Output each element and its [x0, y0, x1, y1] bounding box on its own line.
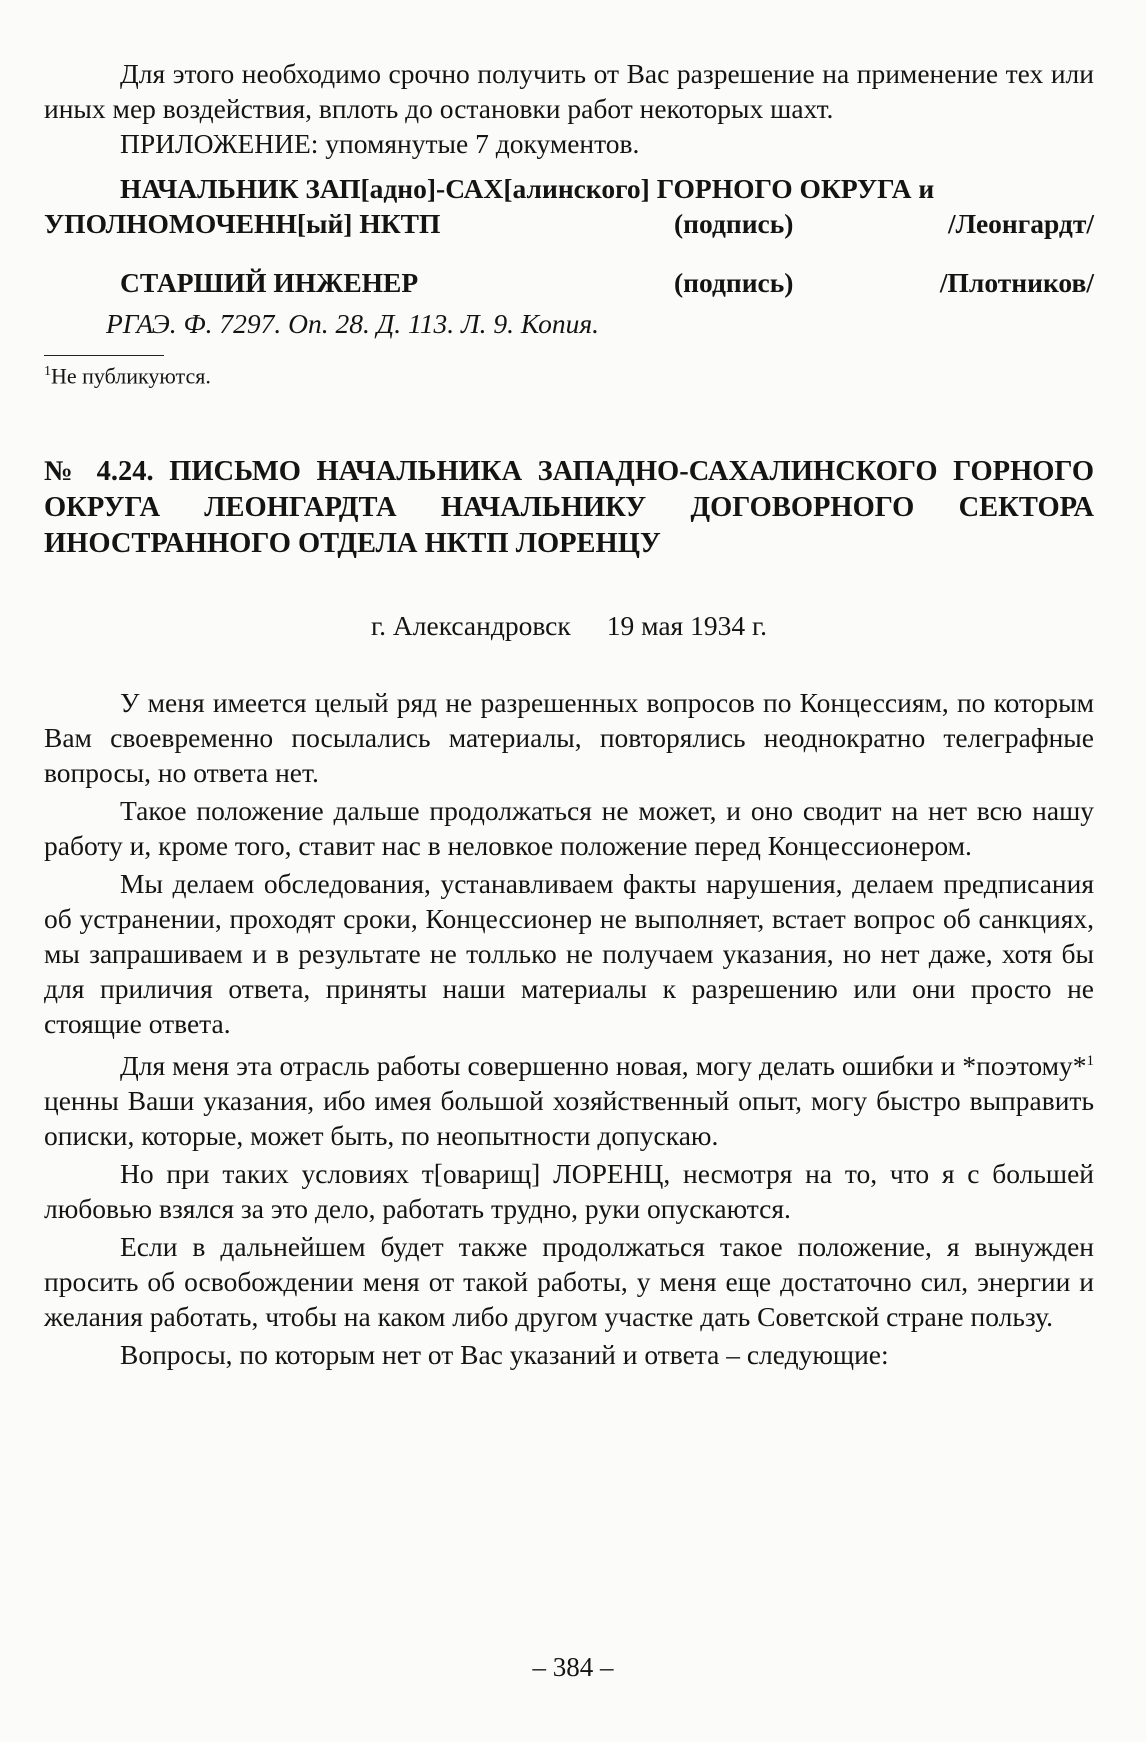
- body-paragraph-with-footnote: [44, 1044, 1094, 1153]
- signature-role: УПОЛНОМОЧЕНН[ый] НКТП: [44, 208, 441, 239]
- footnote-mark: 1: [44, 364, 51, 379]
- body-paragraph: Но при таких условиях т[оварищ] ЛОРЕНЦ, несмотря на то, что я с большей любовью взялся за это дело, работать трудно, руки опускаются.: [44, 1158, 1094, 1225]
- body-paragraph: Мы делаем обследования, устанавливаем факты нарушения, делаем предписания об устранении, проходят сроки, Концессионер не выполняет, встает вопрос об санкциях, мы запрашиваем и в результате не толлько не получаем указания, но нет даже, хотя бы для приличия ответа, приняты наши материалы к разрешению или они просто не стоящие ответа.: [44, 868, 1094, 1040]
- paragraph-text: Для меня эта отрасль работы совершенно новая, могу делать ошибки и *поэтому*: [120, 1050, 1087, 1082]
- signature-role: СТАРШИЙ ИНЖЕНЕР: [120, 267, 419, 298]
- signature-placeholder: (подпись): [674, 267, 794, 298]
- page-number: – 384 –: [532, 1652, 614, 1682]
- footnote: [44, 358, 1094, 390]
- signature-name: /Плотников/: [939, 267, 1094, 298]
- signature-title-line: НАЧАЛЬНИК ЗАП[адно]-САХ[алинского] ГОРНОГО ОКРУГА и: [120, 173, 935, 204]
- appendix-line: ПРИЛОЖЕНИЕ: упомянутые 7 документов.: [120, 128, 640, 159]
- signature-name: /Леонгардт/: [948, 208, 1094, 239]
- body-paragraph: Вопросы, по которым нет от Вас указаний и ответа – следующие:: [120, 1339, 889, 1371]
- document-place: г. Александровск: [371, 610, 571, 642]
- signature-row-plotnikov: [44, 265, 1094, 300]
- footnote-mark: 1: [1086, 1053, 1094, 1070]
- footnote-separator: [44, 355, 164, 356]
- archive-reference: РГАЭ. Ф. 7297. Оп. 28. Д. 113. Л. 9. Копия.: [106, 308, 599, 339]
- signature-row-leongardt: [44, 206, 1094, 241]
- paragraph-text: ценны Ваши указания, ибо имея большой хозяйственный опыт, могу быстро выправить описки, которые, может быть, по неопытности допускаю.: [44, 1085, 1094, 1152]
- intro-paragraph: Для этого необходимо срочно получить от Вас разрешение на применение тех или иных мер воздействия, вплоть до остановки работ некоторых шахт.: [44, 58, 1094, 124]
- signature-placeholder: (подпись): [674, 208, 794, 239]
- body-paragraph: У меня имеется целый ряд не разрешенных вопросов по Концессиям, по которым Вам своевременно посылались материалы, повторялись неоднократно телеграфные вопросы, но ответа нет.: [44, 687, 1094, 789]
- document-date: 19 мая 1934 г.: [606, 610, 767, 642]
- footnote-text: Не публикуются.: [51, 363, 211, 389]
- body-paragraph: Такое положение дальше продолжаться не может, и оно сводит на нет всю нашу работу и, кроме того, ставит нас в неловкое положение перед Концессионером.: [44, 795, 1094, 862]
- place-date: [44, 608, 1094, 643]
- document-title: № 4.24. ПИСЬМО НАЧАЛЬНИКА ЗАПАДНО-САХАЛИНСКОГО ГОРНОГО ОКРУГА ЛЕОНГАРДТА НАЧАЛЬНИКУ ДОГОВОРНОГО СЕКТОРА ИНОСТРАННОГО ОТДЕЛА НКТП ЛОРЕНЦУ: [44, 456, 1094, 560]
- body-paragraph: Если в дальнейшем будет также продолжаться такое положение, я вынужден просить об освобождении меня от такой работы, у меня еще достаточно сил, энергии и желания работать, чтобы на каком либо другом участке дать Советской стране пользу.: [44, 1231, 1094, 1333]
- document-page: [44, 56, 1094, 1372]
